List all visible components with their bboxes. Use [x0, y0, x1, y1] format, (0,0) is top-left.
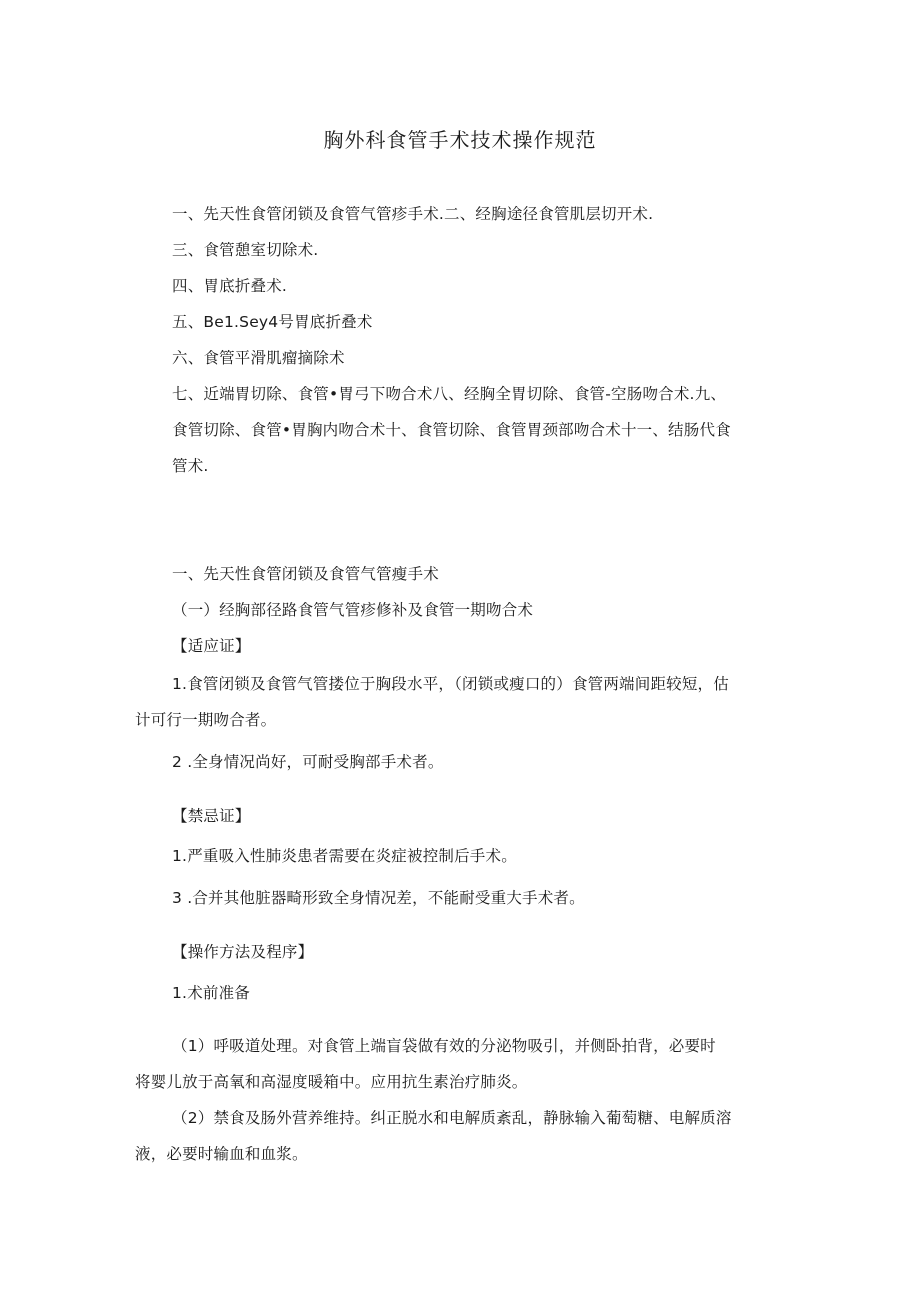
contraindication-item: 1.严重吸入性肺炎患者需要在炎症被控制后手术。: [172, 847, 517, 865]
indication-item: 2 .全身情况尚好，可耐受胸部手术者。: [172, 753, 444, 771]
contraindication-item: 3 .合并其他脏器畸形致全身情况差，不能耐受重大手术者。: [172, 889, 585, 907]
toc-line: 六、食管平滑肌瘤摘除术: [172, 349, 345, 367]
document-title: 胸外科食管手术技术操作规范: [323, 128, 597, 152]
prep-paragraph: （1）呼吸道处理。对食管上端盲袋做有效的分泌物吸引，并侧卧拍背，必要时: [172, 1037, 716, 1055]
toc-line: 管术.: [172, 457, 209, 475]
toc-line: 五、Be1.Sey4号胃底折叠术: [172, 313, 373, 331]
prep-paragraph: （2）禁食及肠外营养维持。纠正脱水和电解质紊乱，静脉输入葡萄糖、电解质溶: [172, 1109, 732, 1127]
toc-line: 三、食管憩室切除术.: [172, 241, 319, 259]
section-heading: 一、先天性食管闭锁及食管气管瘦手术: [172, 565, 439, 583]
prep-paragraph-continued: 液，必要时输血和血浆。: [135, 1145, 308, 1163]
contraindications-heading: 【禁忌证】: [172, 807, 251, 825]
indication-item-continued: 计可行一期吻合者。: [135, 711, 277, 729]
indication-item: 1.食管闭锁及食管气管搂位于胸段水平，（闭锁或瘦口的）食管两端间距较短，估: [172, 675, 729, 693]
subsection-heading: （一）经胸部径路食管气管疹修补及食管一期吻合术: [172, 601, 534, 619]
indications-heading: 【适应证】: [172, 637, 251, 655]
methods-heading: 【操作方法及程序】: [172, 943, 314, 961]
methods-item: 1.术前准备: [172, 984, 250, 1002]
toc-line: 食管切除、食管•胃胸内吻合术十、食管切除、食管胃颈部吻合术十一、结肠代食: [172, 421, 731, 439]
toc-line: 四、胃底折叠术.: [172, 277, 288, 295]
toc-line: 七、近端胃切除、食管•胃弓下吻合术八、经胸全胃切除、食管-空肠吻合术.九、: [172, 385, 727, 403]
toc-line: 一、先天性食管闭锁及食管气管疹手术.二、经胸途径食管肌层切开术.: [172, 205, 654, 223]
prep-paragraph-continued: 将婴儿放于高氧和高湿度暖箱中。应用抗生素治疗肺炎。: [135, 1073, 528, 1091]
